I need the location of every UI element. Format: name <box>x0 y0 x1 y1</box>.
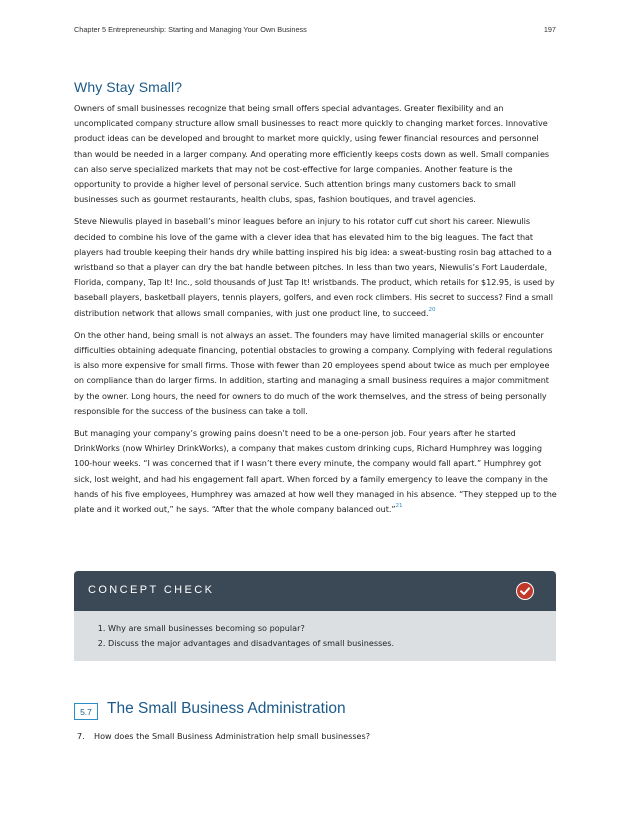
checkmark-circle-icon <box>516 582 534 600</box>
section-title: Why Stay Small? <box>74 79 183 95</box>
section-heading: The Small Business Administration <box>107 700 346 717</box>
paragraph: Steve Niewulis played in baseball’s minor leagues before an injury to his rotator cuff cut short his career. Niewulis decided to combine his love of the game with a clever idea that has elevated him to the big leagues. The fact that players had trouble keeping their hands dry while batting inspired his big idea: a sweat-busting rosin bag attached to a wristband so that a player can dry the bat handle between pitches. In less than two years, Niewulis’s Fort Lauderdale, Florida, company, Tap It! Inc., sold thousands of Just Tap It! wristbands. The product, which retails for $12.95, is used by baseball players, basketball players, tennis players, golfers, and even rock climbers. His secret to success? Find a small distribution network that allows small companies, with just one product line, to succeed.$^{20}$ <box>74 216 555 318</box>
objective-number: 7. <box>77 731 85 741</box>
concept-check-header <box>74 571 556 611</box>
concept-check-body <box>74 611 556 661</box>
running-header <box>74 25 556 34</box>
concept-check-questions <box>74 611 556 651</box>
paragraph: On the other hand, being small is not always an asset. The founders may have limited managerial skills or encounter difficulties obtaining adequate financing, potential obstacles to growing a company. Complying with federal regulations is also more expensive for small firms. Those with fewer than 20 employees spend about twice as much per employee on compliance than do larger firms. In addition, starting and managing a small business requires a major commitment by the owner. Long hours, the need for owners to do much of the work themselves, and the stress of being personally responsible for the success of the business can take a toll. <box>74 329 553 416</box>
concept-check-title: CONCEPT CHECK <box>88 584 215 596</box>
chapter-title: Chapter 5 Entrepreneurship: Starting and Managing Your Own Business <box>74 25 307 34</box>
body-text <box>74 101 558 524</box>
page-number: 197 <box>543 25 556 34</box>
paragraph: Owners of small businesses recognize that being small offers special advantages. Greater flexibility and an uncomplicated company structure allow small businesses to react more quickly to changing market forces. Innovative product ideas can be developed and brought to market more quickly, using fewer financial resources and personnel than would be needed in a larger company. And operating more efficiently keeps costs down as well. Small companies can also serve specialized markets that may not be cost-effective for large companies. Another feature is the opportunity to provide a higher level of personal service. Such attention brings many customers back to small businesses such as gourmet restaurants, health clubs, spas, fashion boutiques, and travel agencies. <box>74 103 550 205</box>
list-item: 2. Discuss the major advantages and disadvantages of small businesses. <box>108 636 556 651</box>
paragraph: But managing your company’s growing pains doesn’t need to be a one-person job. Four years after he started DrinkWorks (now Whirley DrinkWorks), a company that makes custom drinking cups, Richard Humphrey was logging 100-hour weeks. “I was concerned that if I wasn’t there every minute, the company would fall apart.” Humphrey got sick, lost weight, and had his engagement fall apart. When forced by a family emergency to leave the company in the hands of his five employees, Humphrey was amazed at how well they managed in his absence. “They stepped up to the plate and it worked out,” he says. “After that the whole company balanced out.”$^{21}$ <box>74 428 557 515</box>
concept-check-box <box>74 571 556 661</box>
objective-text: How does the Small Business Administration help small businesses? <box>94 731 371 741</box>
section-number-badge: 5.7 <box>74 703 98 720</box>
list-item: 1. Why are small businesses becoming so popular? <box>108 621 556 636</box>
learning-objective <box>77 731 547 741</box>
footnote-ref-20[interactable]: 20 <box>428 306 436 313</box>
footnote-ref-21[interactable]: 21 <box>395 503 403 510</box>
